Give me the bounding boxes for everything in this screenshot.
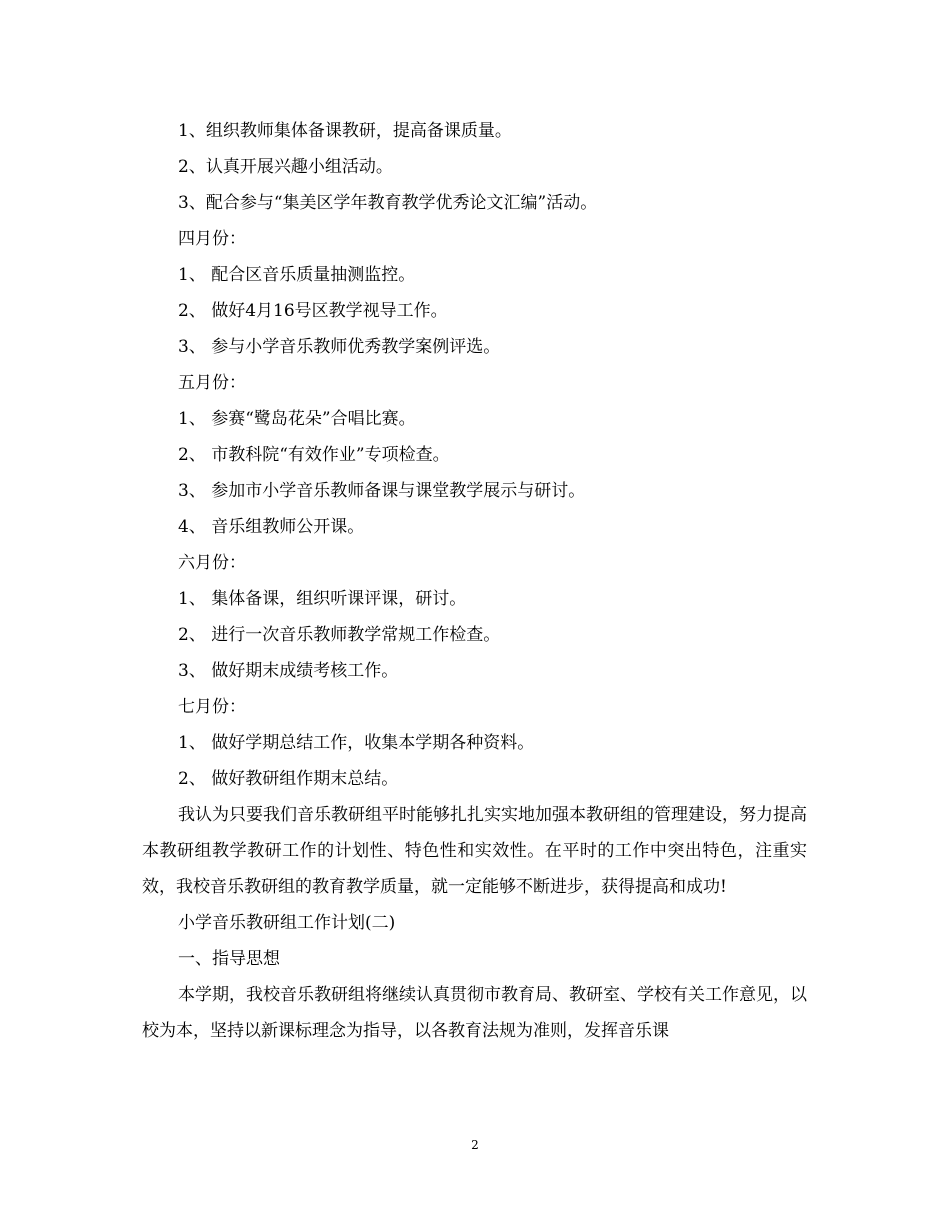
section-heading: 一、指导思想	[178, 949, 280, 969]
list-item: 3、配合参与“集美区学年教育教学优秀论文汇编”活动。	[178, 193, 598, 213]
list-item: 2、 做好4月16号区教学视导工作。	[178, 301, 448, 321]
conclusion-paragraph: 我认为只要我们音乐教研组平时能够扎扎实实地加强本教研组的管理建设，努力提高本教研组教学教研工作的计划性、特色性和实效性。在平时的工作中突出特色，注重实效，我校音乐教研组的教育教学质量，就一定能够不断进步，获得提高和成功!	[142, 805, 807, 897]
list-item: 2、 市教科院“有效作业”专项检查。	[178, 445, 450, 465]
page-number: 2	[471, 1138, 479, 1152]
body-paragraph: 本学期，我校音乐教研组将继续认真贯彻市教育局、教研室、学校有关工作意见，以校为本，坚持以新课标理念为指导，以各教育法规为准则，发挥音乐课	[142, 985, 807, 1041]
list-item: 2、认真开展兴趣小组活动。	[178, 157, 393, 177]
list-item: 2、 做好教研组作期末总结。	[178, 769, 399, 789]
page-content	[142, 113, 807, 1049]
list-item: 1、 做好学期总结工作，收集本学期各种资料。	[178, 733, 535, 753]
list-item: 3、 参与小学音乐教师优秀教学案例评选。	[178, 337, 501, 357]
list-item: 2、 进行一次音乐教师教学常规工作检查。	[178, 625, 501, 645]
list-item: 3、 做好期末成绩考核工作。	[178, 661, 399, 681]
list-item: 1、组织教师集体备课教研，提高备课质量。	[178, 121, 512, 141]
section-title: 小学音乐教研组工作计划(二)	[178, 913, 396, 933]
list-item: 4、 音乐组教师公开课。	[178, 517, 365, 537]
list-item: 1、 配合区音乐质量抽测监控。	[178, 265, 416, 285]
month-heading: 七月份：	[178, 697, 246, 717]
list-item: 3、 参加市小学音乐教师备课与课堂教学展示与研讨。	[178, 481, 586, 501]
month-heading: 五月份：	[178, 373, 246, 393]
list-item: 1、 集体备课，组织听课评课，研讨。	[178, 589, 467, 609]
month-heading: 四月份：	[178, 229, 246, 249]
list-item: 1、 参赛“鹭岛花朵”合唱比赛。	[178, 409, 416, 429]
month-heading: 六月份：	[178, 553, 246, 573]
